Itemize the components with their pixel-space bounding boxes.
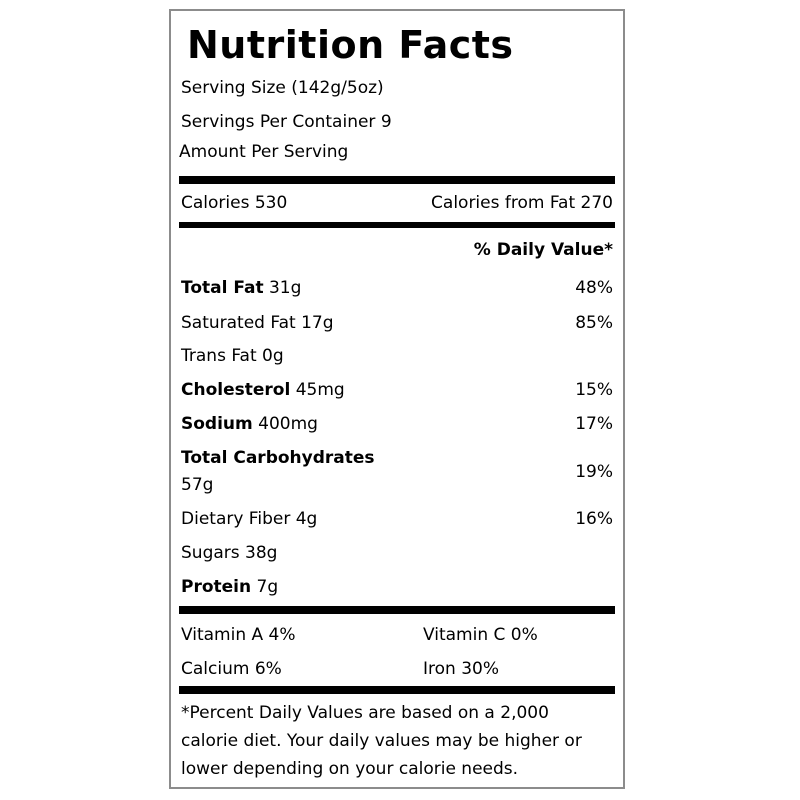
nutrient-amount: 31g	[268, 278, 302, 298]
vitamin-a: Vitamin A 4%	[181, 625, 296, 645]
footnote	[181, 699, 582, 783]
nutrient-total-fat	[181, 277, 301, 299]
nutrient-amount: 400mg	[258, 414, 318, 434]
dv-total-fat: 48%	[575, 278, 613, 298]
dv-saturated-fat: 85%	[575, 313, 613, 333]
dv-sodium: 17%	[575, 414, 613, 434]
divider-medium	[179, 222, 615, 228]
nutrient-name: Dietary Fiber	[181, 509, 291, 529]
nutrient-total-carbohydrates-name: Total Carbohydrates	[181, 448, 375, 468]
nutrient-name: Total Fat	[181, 278, 264, 298]
divider-thick	[179, 606, 615, 614]
daily-value-header: % Daily Value*	[473, 240, 613, 260]
divider-thick	[179, 176, 615, 184]
dv-cholesterol: 15%	[575, 380, 613, 400]
nutrient-sodium	[181, 413, 318, 435]
nutrient-amount: 7g	[256, 577, 279, 597]
nutrient-name: Trans Fat	[181, 346, 257, 366]
nutrient-cholesterol	[181, 379, 345, 401]
calcium: Calcium 6%	[181, 659, 282, 679]
nutrient-amount: 0g	[262, 346, 284, 366]
nutrient-protein	[181, 576, 278, 598]
nutrient-name: Sugars	[181, 543, 240, 563]
calories: Calories 530	[181, 193, 288, 213]
iron: Iron 30%	[423, 659, 499, 679]
dv-total-carbohydrates: 19%	[575, 462, 613, 482]
amount-per-serving: Amount Per Serving	[179, 142, 349, 162]
nutrient-amount: 17g	[301, 313, 334, 333]
label-title: Nutrition Facts	[187, 23, 514, 67]
nutrient-amount: 38g	[245, 543, 278, 563]
nutrition-facts-label	[169, 9, 625, 789]
divider-thick	[179, 686, 615, 694]
nutrient-name: Protein	[181, 577, 252, 597]
dv-dietary-fiber: 16%	[575, 509, 613, 529]
nutrient-sugars	[181, 542, 277, 564]
nutrient-total-carbohydrates-amount: 57g	[181, 475, 214, 495]
vitamin-c: Vitamin C 0%	[423, 625, 538, 645]
nutrient-amount: 45mg	[295, 380, 345, 400]
footnote-line: lower depending on your calorie needs.	[181, 759, 519, 779]
nutrient-name: Saturated Fat	[181, 313, 296, 333]
nutrient-name: Cholesterol	[181, 380, 291, 400]
nutrient-name: Sodium	[181, 414, 253, 434]
serving-size: Serving Size (142g/5oz)	[181, 78, 384, 98]
nutrient-saturated-fat	[181, 312, 334, 334]
nutrient-trans-fat	[181, 345, 284, 367]
nutrient-amount: 4g	[295, 509, 318, 529]
calories-from-fat: Calories from Fat 270	[431, 193, 613, 213]
footnote-line: calorie diet. Your daily values may be higher or	[181, 731, 582, 751]
footnote-line: *Percent Daily Values are based on a 2,000	[181, 703, 549, 723]
nutrient-dietary-fiber	[181, 508, 317, 530]
servings-per-container: Servings Per Container 9	[181, 112, 392, 132]
